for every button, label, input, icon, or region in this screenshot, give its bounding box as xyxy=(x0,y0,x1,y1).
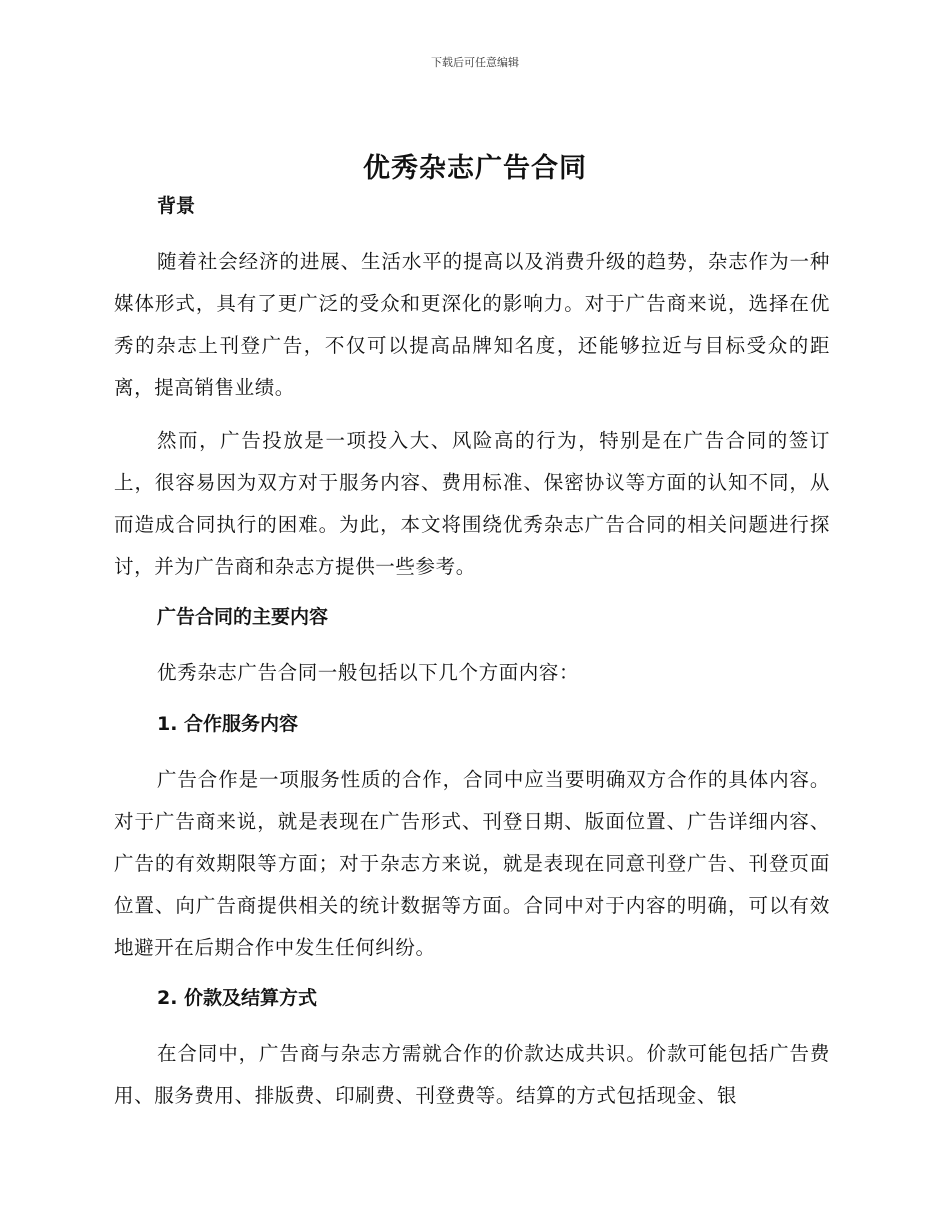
paragraph-service: 广告合作是一项服务性质的合作，合同中应当要明确双方合作的具体内容。对于广告商来说，就是表现在广告形式、刊登日期、版面位置、广告详细内容、广告的有效期限等方面；对于杂志方来说，就是表现在同意刊登广告、刊登页面位置、向广告商提供相关的统计数据等方面。合同中对于内容的明确，可以有效地避开在后期合作中发生任何纠纷。 xyxy=(114,768,830,959)
section-heading-payment: 2. 价款及结算方式 xyxy=(157,987,318,1009)
section-heading-background: 背景 xyxy=(157,195,196,217)
paragraph-background-2: 然而，广告投放是一项投入大、风险高的行为，特别是在广告合同的签订上，很容易因为双方对于服务内容、费用标准、保密协议等方面的认知不同，从而造成合同执行的困难。为此，本文将围绕优秀杂志广告合同的相关问题进行探讨，并为广告商和杂志方提供一些参考。 xyxy=(114,429,830,578)
document-body xyxy=(114,188,830,1128)
section-heading-service: 1. 合作服务内容 xyxy=(157,713,299,735)
paragraph-background-1: 随着社会经济的进展、生活水平的提高以及消费升级的趋势，杂志作为一种媒体形式，具有了更广泛的受众和更深化的影响力。对于广告商来说，选择在优秀的杂志上刊登广告，不仅可以提高品牌知名度，还能够拉近与目标受众的距离，提高销售业绩。 xyxy=(114,250,830,399)
page-header-note: 下载后可任意编辑 xyxy=(431,56,519,69)
paragraph-payment: 在合同中，广告商与杂志方需就合作的价款达成共识。价款可能包括广告费用、服务费用、排版费、印刷费、刊登费等。结算的方式包括现金、银 xyxy=(114,1042,830,1107)
section-heading-main-content: 广告合同的主要内容 xyxy=(157,606,329,628)
paragraph-main-content-intro: 优秀杂志广告合同一般包括以下几个方面内容： xyxy=(157,661,580,684)
document-title: 优秀杂志广告合同 xyxy=(363,153,587,184)
